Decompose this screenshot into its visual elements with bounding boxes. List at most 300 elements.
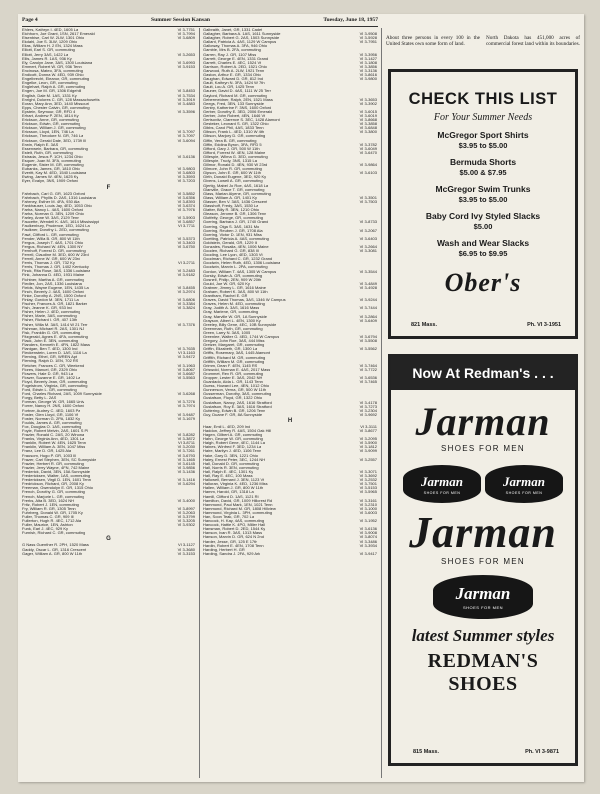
entry-phone: VI 3-5373 bbox=[177, 235, 195, 241]
filler-notes bbox=[386, 36, 580, 48]
entry-name: Ferrell, Anne W. GR, 600 W 23rd bbox=[22, 257, 81, 262]
entry-name: Giffin, Vera B. GR, commuting bbox=[203, 138, 257, 143]
entry-phone: VI 3-8616 bbox=[359, 72, 377, 78]
entry-phone: VI 3-6374 bbox=[177, 202, 195, 208]
badge-brand: Jarman bbox=[421, 473, 463, 489]
entry-name: Gesteker, Leonard S. GR, 1322 Ohio bbox=[203, 122, 269, 127]
entry-name: Fogelstrom, Virginia, GR, commuting bbox=[22, 383, 88, 388]
jarman-tagline: SHOES FOR MEN bbox=[440, 557, 526, 566]
entry-phone: VI 3-2864 bbox=[359, 313, 377, 319]
entry-phone: VI 3-1679 bbox=[177, 415, 195, 421]
entry-name: Hall, Donald D. GR, commuting bbox=[203, 461, 259, 466]
entry-name: Hamill, Clifford D. 1AS, 1121 RI bbox=[203, 494, 259, 499]
entry-name: Guardado, Aida L. GR, 1143 Tenn bbox=[203, 380, 263, 385]
entry-phone: VI 3-8455 bbox=[177, 284, 195, 290]
entry-phone: VI 3-3593 bbox=[177, 174, 195, 180]
entry-phone: VI 3-3919 bbox=[177, 96, 195, 102]
entry-name: Hammond, Paul Mark, 1EN, 1021 Tenn bbox=[203, 502, 273, 507]
entry-phone: VI 3-7376 bbox=[177, 321, 195, 327]
entry-name: Forrer, Nancy H. 2NS, 1600 Oxford bbox=[22, 404, 85, 409]
ad-slogan: latest Summer styles bbox=[411, 626, 555, 645]
ad-item bbox=[391, 211, 575, 231]
entry-phone: VI 3-7097 bbox=[177, 133, 195, 139]
entry-name: Eoran, Mary Ann, 3ED, 1440 Missouri bbox=[22, 101, 89, 106]
ad-item-name: Baby Cord Ivy Styled Slacks bbox=[425, 211, 541, 221]
entry-phone: VI 3-9472 bbox=[177, 354, 195, 360]
entry-phone: VI 3-9803 bbox=[177, 166, 195, 172]
entry-name: Gallant, Patricia A. 4AS, 1129 W Campus bbox=[203, 40, 277, 45]
entry-name: Fink, Johanna D. 4ED, 1931 Maine bbox=[22, 273, 85, 278]
entry-name: Fritz, Robert J. 1EN, commuting bbox=[22, 502, 79, 507]
entry-name: Fry, William R. GR, 1305 Tenn bbox=[22, 506, 76, 511]
entry-name: Garrett, Charles E. 4EC, 1524 Vt bbox=[203, 60, 262, 65]
redmans-logo: REDMAN'S SHOES bbox=[427, 650, 539, 695]
entry-name: Eisenbise, Carl W. 2LW, 1301 Ohio bbox=[22, 36, 85, 41]
entry-phone: VI 3-7635 bbox=[177, 346, 195, 352]
entry-phone: VI 3-1163 bbox=[177, 350, 195, 356]
entry-name: Farha, Norman G. 3EN, 1209 Ohio bbox=[22, 212, 84, 217]
section-letter: F bbox=[106, 184, 111, 191]
entry-phone: VI 3-5562 bbox=[359, 346, 377, 352]
entry-phone: VI 3-8393 bbox=[177, 198, 195, 204]
entry-name: Hancock, H. Kay, 4AS, commuting bbox=[203, 519, 265, 524]
entry-name: Galbraith, Janet, GR, 1331 Cadet bbox=[203, 28, 263, 32]
entry-name: Hamm, Harold, GR, 1318 La bbox=[203, 490, 254, 495]
entry-name: Garrett, George E. 4EN, 1331 Grand bbox=[203, 56, 269, 61]
entry-name: Hammond, Richard M. GR, 1808 Hillview bbox=[203, 506, 276, 511]
entry-phone: VI 3-7534 bbox=[177, 92, 195, 98]
entry-name: Endicott, Donna W. 4ED, 939 Ohio bbox=[22, 73, 84, 78]
entry-phone: VI 3-3501 bbox=[359, 194, 377, 200]
entry-phone: VI 3-6806 bbox=[177, 297, 195, 302]
entry-phone: VI 3-8453 bbox=[177, 88, 195, 94]
entry-phone: VI 3-3824 bbox=[177, 305, 195, 311]
entry-phone: VI 3-3403 bbox=[177, 239, 195, 245]
entry-phone: VI 3-7273 bbox=[359, 403, 377, 409]
entry-name: Hanson, Ivan R. 3AS, 1313 Mass bbox=[203, 531, 263, 536]
entry-phone: VI 3-6793 bbox=[177, 452, 195, 458]
entry-name: Fisher, Helen J. 4ED, commuting bbox=[22, 310, 81, 315]
jarman-badge bbox=[403, 465, 481, 503]
entry-name: Glass, Marian Alyene, GR, commuting bbox=[203, 191, 271, 196]
entry-name: Grimm, Dean F. 4EN, 1145 RS bbox=[203, 363, 258, 368]
ad-item-price: $3.95 to $5.00 bbox=[458, 195, 508, 204]
jarman-logo-large: Jarman bbox=[415, 399, 551, 444]
badge-tagline: SHOES FOR MEN bbox=[423, 490, 461, 495]
entry-name: Haddon, Jeffrey R. 4AS, 1504 Oak Hill bbox=[203, 429, 272, 433]
entry-name: Gallagher, Robert G. 2AS, 1503 Sunnyside bbox=[203, 36, 280, 41]
entry-name: Encinosa, Mateo, 3FA, commuting bbox=[22, 68, 83, 73]
entry-phone: VI 3-7951 bbox=[359, 39, 377, 45]
entry-name: Faucette, Wendell K. 4AS, 1614 Mississippi bbox=[22, 220, 100, 225]
entry-name: Gault, Lou A. GR, 1425 Tenn bbox=[203, 85, 255, 90]
entry-name: Ericsson, Lloyd, 1EN, 746 La bbox=[22, 130, 74, 135]
issue-date: Tuesday, June 18, 1957 bbox=[323, 17, 378, 23]
entry-phone: VI 3-9508 bbox=[359, 31, 377, 37]
entry-phone: VI 3-9153 bbox=[177, 63, 195, 69]
entry-name: Floyd, Beverly Jean, GR, commuting bbox=[22, 379, 88, 384]
directory-entry bbox=[22, 552, 195, 556]
entry-phone: VI 3-1963 bbox=[177, 362, 195, 368]
entry-name: Gustafson, Floyd, GR, 1322 Ohio bbox=[203, 396, 263, 401]
entry-name: French, Marjorie L. GR, commuting bbox=[22, 494, 85, 499]
entry-name: Glasser, Ben V. 3AS, 1436 Crescent bbox=[203, 199, 268, 204]
entry-name: Gallagher, Barbara A. 1AS, 1611 Sunnyside bbox=[203, 32, 281, 37]
entry-phone: VI 3-6019 bbox=[359, 112, 377, 118]
entry-phone: VI 3-3782 bbox=[359, 141, 377, 147]
entry-name: Franz, Lee D. GR, 1425 Ala bbox=[22, 449, 72, 454]
entry-phone: VI 3-7994 bbox=[177, 31, 195, 37]
ad-address: 821 Mass. bbox=[411, 322, 437, 328]
entry-name: Erhart, Andrew P. 2EN, 1814 Ky bbox=[22, 113, 79, 118]
entry-name: Greenlee, Walter G. 4ED, 1744 W Campus bbox=[203, 335, 280, 340]
entry-name: Foulds, James A. GR, commuting bbox=[22, 420, 82, 425]
entry-phone: VI 3-9417 bbox=[359, 550, 377, 556]
entry-name: Guy, Duane F. GR, 8A Sunnyside bbox=[203, 412, 263, 417]
entry-name: Gonzales, Rosalia, 4EN, 1006 Maine bbox=[203, 244, 269, 249]
entry-phone: VI 3-3653 bbox=[359, 96, 377, 102]
entry-name: Finck, Rita Rose, 3AS, 1336 Louisiana bbox=[22, 269, 91, 274]
entry-phone: VI 3-7097 bbox=[177, 129, 195, 135]
entry-phone: VI 3-7261 bbox=[177, 448, 195, 454]
entry-name: Fuhrberg, Donald W. GR, 1705 Ky bbox=[22, 510, 83, 515]
entry-name: Gillespie, Trudy, 3NS, 1315 La bbox=[203, 159, 257, 163]
entry-phone: VI 3-2557 bbox=[359, 456, 377, 462]
entry-name: Frederick, David, 3EN, 15A Sunnyside bbox=[22, 469, 91, 474]
entry-phone: VI 3-6403 bbox=[359, 235, 377, 241]
entry-phone: VI 3-3111 bbox=[360, 423, 377, 429]
entry-name: Elias, William H. 2 EN, 1324 Mass bbox=[22, 44, 83, 49]
entry-phone: VI 3-1808 bbox=[359, 59, 377, 65]
entry-phone: VI 3-7751 bbox=[177, 28, 195, 32]
entry-phone: VI 3-6136 bbox=[177, 153, 195, 159]
entry-phone: VI 3-8997 bbox=[177, 505, 195, 511]
entry-phone: VI 3-6294 bbox=[177, 481, 195, 487]
entry-phone: VI 3-2095 bbox=[359, 436, 377, 442]
entry-name: Erickson, Gerald Dale, 3ED, 1739 Ill bbox=[22, 138, 87, 143]
entry-phone: VI 3-6268 bbox=[177, 391, 195, 397]
entry-name: Grantham, Rachel E. GR bbox=[203, 294, 248, 299]
entry-name: Goering, Olga S. 3AS, 1631 Mo bbox=[203, 224, 260, 229]
entry-name: Fiedler, Jon, 2AS, 1336 Louisiana bbox=[22, 281, 82, 286]
entry-name: Elliott, Jerry 3AS, 1422 La bbox=[22, 52, 69, 57]
entry-name: Gauner, David D. 4AS, 1111 W 25 Terr bbox=[203, 89, 271, 94]
entry-phone: VI 3-5508 bbox=[359, 338, 377, 344]
entry-name: Gillespie, Wilma G. 3ED, commuting bbox=[203, 154, 268, 159]
column-divider bbox=[381, 28, 382, 778]
entry-phone: VI 3-6809 bbox=[177, 35, 195, 41]
ad-address: 815 Mass. bbox=[413, 749, 439, 755]
entry-name: Ferris, Thomas J. GR, 1402 Kentucky bbox=[22, 265, 89, 270]
entry-phone: VI 3-1000 bbox=[359, 505, 377, 511]
entry-name: Glanville, Grace T. GR, commuting bbox=[203, 187, 265, 192]
entry-phone: VI 3-6993 bbox=[177, 59, 195, 65]
entry-name: Hallowell, Bernard J. 3EN, 1123 Vt bbox=[203, 478, 265, 483]
ad-footer bbox=[411, 322, 561, 328]
entry-name: Gamble, Mrs B. 2FA, commuting bbox=[203, 48, 261, 53]
entry-phone: VI 3-2532 bbox=[359, 477, 377, 483]
entry-phone: VI 3-6049 bbox=[359, 145, 377, 151]
entry-name: Gerber, Dorothy E. 3ED, 2006 Emerald bbox=[203, 109, 273, 114]
entry-name: Fitzgerald, Agnes E. 4FA, commuting bbox=[22, 334, 88, 339]
entry-phone: VI 3-3136 bbox=[359, 67, 377, 73]
entry-name: Gooden, Richard G. GR, 838 Ill bbox=[203, 249, 259, 254]
entry-name: Everitt, Kay M. 4ED, 1540 Louisiana bbox=[22, 171, 87, 176]
entry-phone: VI 3-1127 bbox=[177, 542, 195, 548]
jarman-badges bbox=[391, 465, 575, 503]
ad-banner: Now At Redman's . . . bbox=[391, 357, 575, 390]
entry-name: Fahrney, Esther M. 4FA, 930 Ala bbox=[22, 199, 80, 204]
entry-name: Ford, Charles Richard, 2AS, 1009 Sunnyside bbox=[22, 392, 102, 397]
entry-name: Garren, Ray J. GR, 1107 Miss bbox=[203, 52, 257, 57]
entry-phone: VI 3-2711 bbox=[177, 260, 195, 266]
entry-name: Haigh, Robert Gene, 4EC, 1144 La bbox=[203, 441, 265, 446]
entry-name: Gibson, Marjory D. GR, commuting bbox=[203, 134, 266, 139]
entry-phone: VI 3-3799 bbox=[177, 513, 195, 519]
entry-name: Franks, Virginia Ann, 4ED, 1301 La bbox=[22, 437, 85, 442]
page-number: Page 4 bbox=[22, 17, 38, 23]
section-letter: G bbox=[106, 536, 111, 543]
entry-name: Fuller, Thomas C. GR, 909 Ill bbox=[22, 514, 74, 519]
entry-name: Guttering, Edwin B. GR, 1206 Tenn bbox=[203, 408, 266, 413]
entry-phone: VI 3-9302 bbox=[177, 522, 195, 528]
entry-phone: VI 3-9856 bbox=[177, 464, 195, 470]
entry-phone: VI 3-2063 bbox=[177, 509, 195, 515]
entry-name: Greenman, Ruth, GR, commuting bbox=[203, 326, 263, 331]
ad-item-price: $6.95 to $9.95 bbox=[458, 249, 508, 258]
entry-phone: VI 3-2310 bbox=[359, 501, 377, 507]
entry-name: Emmert, Robert W. GR, 936 Tenn bbox=[22, 64, 82, 69]
entry-name: Gretzer, Margaret, GR, commuting bbox=[203, 343, 265, 348]
entry-phone: VI 3-7276 bbox=[177, 399, 195, 405]
entry-name: Garrison, Robert A. 2ED, 1521 Ohio bbox=[203, 64, 267, 69]
entry-name: Goodwin, Helen Ruth, 4ED, 1306 Louisiana bbox=[203, 261, 281, 266]
entry-phone: VI 3-5928 bbox=[359, 35, 377, 41]
jarman-tagline: SHOES FOR MEN bbox=[440, 444, 526, 453]
entry-name: Han, Soon Teak, GR, 702 La bbox=[203, 514, 255, 519]
entry-phone: VI 3-9487 bbox=[177, 411, 195, 417]
entry-name: Fleming, Ralph D. 1EN, 702 RS bbox=[22, 359, 79, 364]
entry-phone: VI 3-6145 bbox=[177, 460, 195, 466]
ad-footer bbox=[413, 749, 559, 755]
entry-name: Fox, Douglas O. 1AS, commuting bbox=[22, 424, 82, 429]
entry-name: Forman, George W. GR, 1665 Univ bbox=[22, 400, 85, 405]
entry-name: Glasshoff, Fredy, 3AS, 1530 La bbox=[203, 204, 259, 209]
entry-name: Hanson, Marvin D. GR, 624 N 2nd bbox=[203, 535, 264, 540]
entry-name: Grayson, Albert L. 4EN, 1300 Ky bbox=[203, 318, 261, 323]
entry-phone: VI 3-6094 bbox=[177, 137, 195, 143]
ad-item-name: McGregor Sport Shirts bbox=[437, 130, 529, 140]
entry-phone: VI 3-4000 bbox=[177, 497, 195, 503]
entry-name: Epstein, Seymour, GR, RFD 4 bbox=[22, 109, 76, 114]
obers-logo: Ober's bbox=[444, 268, 522, 297]
entry-name: Flanigan, Ben T. 4ED, 1300 Ind bbox=[22, 347, 78, 352]
obers-advertisement bbox=[388, 69, 578, 339]
entry-name: Griffith, William M. GR, commuting bbox=[203, 359, 265, 364]
entry-name: Fankhauser, Louis Jay, 4ED, 1053 Ohio bbox=[22, 203, 93, 208]
ad-item-name: Wash and Wear Slacks bbox=[436, 238, 530, 248]
entry-name: Gropper, Lester E. 3AS, 2042 NH bbox=[203, 375, 263, 380]
entry-phone: VI 3-3205 bbox=[177, 518, 195, 524]
entry-phone: VI 3-3956 bbox=[359, 51, 377, 57]
entry-phone: VI 3-8668 bbox=[359, 117, 377, 123]
entry-phone: VI 3-7503 bbox=[359, 198, 377, 204]
entry-name: Farha, Nancy L. 4AS, 1600 Oxford bbox=[22, 207, 84, 212]
entry-name: Hancock, Hattie K. 4PO, Miller Hall bbox=[203, 523, 266, 528]
entry-name: Gibbs, Carol Phil, 4AS, 1833 Tenn bbox=[203, 126, 264, 131]
entry-name: Fergus, Joseph T. 4AS, 1701 Ohio bbox=[22, 240, 84, 245]
entry-name: Gregory, John Roe, 3AS, 444 Miss bbox=[203, 339, 265, 344]
entry-phone: VI 3-3544 bbox=[359, 268, 377, 274]
entry-name: Gifford, Forrest W. 4EN, 128 Maine bbox=[203, 150, 266, 155]
entry-name: Forgy, Betty L. 2AS bbox=[22, 396, 57, 401]
entry-name: Haar, Emil L. 4ED, 209 Ind bbox=[203, 424, 251, 429]
entry-name: Gjertig, Mabel Jo Roe, 4AS, 1618 La bbox=[203, 183, 269, 188]
entry-name: Fawl, Clifford L. GR, commuting bbox=[22, 232, 79, 237]
entry-name: Fahrbach, Phyllis D. 2AS, 1316 Louisiana bbox=[22, 195, 96, 200]
entry-name: Glotfelty, George, GR, commuting bbox=[203, 216, 263, 221]
entry-name: Finlay, Gordon M. 3EN, 1711 La bbox=[22, 298, 79, 302]
jarman-logo-medium: Jarman bbox=[409, 508, 557, 557]
entry-name: Fleming, Ethel, GR, WREN Apt bbox=[22, 355, 78, 360]
entry-name: Glatter, Billy R. 3EN, 1210 Ohio bbox=[203, 208, 260, 213]
entry-name: Fender, Willa B. GR, 800 W 11th bbox=[22, 236, 80, 241]
entry-name: Gaston, Arthur E. GR, 1334 Ohio bbox=[203, 73, 262, 78]
entry-name: Epps, Chester Calvin, GR, commuting bbox=[22, 105, 90, 110]
entry-name: Garwood, Ruth A. 2LW, 1921 Tenn bbox=[203, 68, 265, 73]
entry-phone: VI 3-6356 bbox=[177, 194, 195, 200]
entry-name: Haines, Winfred F. 3ED, 1234 La bbox=[203, 445, 262, 450]
entry-name: Graves, David Thomas, 3AS, 1346 W Campus bbox=[203, 298, 286, 303]
entry-phone: VI 3-3858 bbox=[359, 121, 377, 127]
entry-name: Halloran, Virginia K. 4ED, 1236 Miss bbox=[203, 482, 268, 487]
entry-name: Eubanks, James, GR, 1810 Ohio bbox=[22, 167, 81, 172]
entry-name: Fletcher, Frances C. GR, Weekend bbox=[22, 363, 85, 368]
entry-name: Gaddy, Oscar L. GR, 1316 Crescent bbox=[22, 547, 87, 552]
entry-phone: VI 3-8733 bbox=[359, 219, 377, 225]
entry-name: Enright, Dolores C. GR, 128 Massachusetts bbox=[22, 97, 100, 102]
entry-name: Gunnerson, Verna, GR, 500 W 11th bbox=[203, 388, 267, 393]
entry-name: Eugenie, Sister M. GR, commuting bbox=[22, 163, 84, 168]
entry-name: Gustafson, Nancy, 2AS, 1616 Stratford bbox=[203, 400, 272, 405]
entry-phone: VI 3-2067 bbox=[359, 227, 377, 233]
entry-name: Essenwein, Barbara, GR, commuting bbox=[22, 146, 88, 151]
entry-name: Gould, Joe W. GR, 620 Ky bbox=[203, 281, 250, 286]
entry-name: Gager, William A. GR, 800 W 11th bbox=[22, 551, 83, 556]
entry-name: Fisher, Marie, 3AS, commuting bbox=[22, 314, 77, 319]
entry-phone: VI 3-3902 bbox=[359, 100, 377, 106]
entry-name: Ellis, James R. 1AS, 936 Ky bbox=[22, 56, 72, 61]
entry-phone: VI 3-7465 bbox=[359, 379, 377, 385]
entry-name: Fredericksen, Walter, 1AS, commuting bbox=[22, 474, 91, 479]
entry-name: Gaylord, Richard M. GR, commuting bbox=[203, 93, 268, 98]
entry-name: Eyer, Evalyn, 3NS, 1909 Oxford bbox=[22, 179, 79, 184]
badge-tagline: SHOES FOR MEN bbox=[462, 605, 504, 610]
entry-name: Grabner, Jimmy L. GR, 1616 Maine bbox=[203, 285, 266, 290]
entry-name: Frazier, Jerry Wayne, 4FN, 742 Maine bbox=[22, 465, 90, 470]
entry-name: Gustafson, Roy E. 3AS, 1616 Stratford bbox=[203, 404, 272, 409]
entry-name: Gault, Kathryn N. 3FA, 1424 W 7th bbox=[203, 81, 265, 86]
entry-name: Fleckenstein, Loren D. 1AS, 1116 La bbox=[22, 351, 87, 356]
ad-item-price: $3.95 to $5.00 bbox=[458, 141, 508, 150]
badge-brand: Jarman bbox=[503, 473, 545, 489]
entry-name: Hall, Ralph E. 4EC, 1301 Ky bbox=[203, 469, 254, 474]
ad-phone: Ph. VI 3-1951 bbox=[527, 322, 561, 328]
entry-name: Grommet, Rex R. GR, commuting bbox=[203, 371, 264, 376]
entry-name: Girth, Donald Eugene, 3ED, 920 Ky bbox=[203, 175, 267, 180]
directory-entry bbox=[203, 552, 377, 556]
entry-name: Ewing, James W. 4EN, 1625 Ky bbox=[22, 175, 79, 180]
entry-phone: VI 3-6857 bbox=[177, 219, 195, 225]
entry-name: Ferrell, Claudine M. 3ED, 600 W 23rd bbox=[22, 252, 89, 257]
section-letter: H bbox=[287, 417, 293, 424]
entry-name: Goodman, Richard C. GR, 1232 Grand bbox=[203, 257, 273, 262]
entry-phone: VI 3-3081 bbox=[359, 248, 377, 254]
entry-phone: VI 3-6687 bbox=[177, 370, 195, 376]
entry-name: Fisk, Franklin G. GR, commuting bbox=[22, 330, 81, 335]
badge-tagline: SHOES FOR MEN bbox=[505, 490, 543, 495]
entry-name: Hammond, Virginia L. 3PH, commuting bbox=[203, 510, 273, 515]
entry-name: Fields, Wayne Eugene, 1EN, 1435 La bbox=[22, 285, 89, 290]
entry-phone: VI 3-1952 bbox=[359, 518, 377, 524]
entry-name: Gifford, Gary J. GR, 500 W 11th bbox=[203, 146, 260, 151]
entry-phone: VI 3-6848 bbox=[359, 125, 377, 131]
entry-name: Hake, Gary D. 3EN, 1221 Ohio bbox=[203, 453, 258, 458]
entry-name: Hardin, Robert E. 4EN, 1708 Tenn bbox=[203, 543, 264, 548]
entry-name: French, Dorothy G. GR, commuting bbox=[22, 490, 85, 495]
entry-name: Gusserman, Dorothy, 3AS, commuting bbox=[203, 392, 272, 397]
newspaper-name: Summer Session Kansan bbox=[151, 17, 210, 23]
ad-item bbox=[391, 184, 575, 204]
entry-phone: VI 3-2483 bbox=[177, 268, 195, 274]
entry-name: Graves, Helen M. 4ED, commuting bbox=[203, 302, 265, 307]
entry-phone: VI 3-1812 bbox=[359, 444, 377, 450]
entry-name: Gordon, William T. 4AS, 1305 W Campus bbox=[203, 269, 277, 274]
entry-name: Guess, Howard Lee, 4EN, 1012 Ohio bbox=[203, 384, 270, 389]
entry-name: Fullerton, Hugh R. 4EC, 1712 Ala bbox=[22, 519, 82, 524]
entry-name: Giffin, Eddina Byron, 3FA, RFD 5 bbox=[203, 142, 262, 147]
entry-name: Flowers, Hale D. GR, 943 La bbox=[22, 371, 74, 376]
ad-item-name: McGregor Swim Trunks bbox=[435, 184, 531, 194]
entry-phone: VI 3-6136 bbox=[359, 526, 377, 532]
ad-item bbox=[391, 238, 575, 258]
entry-phone: VI 3-3486 bbox=[359, 538, 377, 544]
entry-name: Engelke, Leon, GR, commuting bbox=[22, 81, 78, 86]
newspaper-page bbox=[18, 14, 584, 782]
entry-phone: VI 3-3934 bbox=[359, 542, 377, 548]
entry-name: Geegs, Fred, 3EN, 133 Sunnyside bbox=[203, 101, 264, 106]
entry-name: Frazier, Ronald C. 2AS, 20 Winona bbox=[22, 433, 85, 438]
entry-name: Ekdahl, Joe S. 3LW, 1209 Ohio bbox=[22, 40, 78, 45]
entry-name: Flack, John E. 3EN, commuting bbox=[22, 338, 79, 343]
entry-name: Gentry, Katherine F. 3NS, 1600 Oxford bbox=[203, 105, 272, 110]
entry-name: Green, Larry N. 3AS, 1005 bbox=[203, 330, 251, 335]
entry-name: Frazer, Carl Stephen, 3EN, SC Sunnyside bbox=[22, 457, 97, 462]
entry-phone: VI 3-8677 bbox=[359, 428, 377, 433]
ad-title: CHECK THIS LIST bbox=[408, 90, 558, 108]
entry-phone: VI 3-2664 bbox=[359, 243, 377, 249]
entry-name: Finch, Beverly J. 4AS, 1600 Oxford bbox=[22, 289, 85, 294]
entry-name: Haley, Ernest Peter, 3EC, 1244 NH bbox=[203, 457, 266, 462]
ad-subtitle: For Your Summer Needs bbox=[433, 112, 533, 123]
entry-phone: VI 3-6409 bbox=[359, 317, 377, 323]
entry-name: Harder, Jesse, GR, 125 E 17th bbox=[203, 539, 258, 544]
redmans-advertisement bbox=[388, 354, 578, 766]
entry-name: Gray, Judith A. 3AS, 1616 Mass bbox=[203, 306, 260, 311]
entry-phone: VI 3-6794 bbox=[359, 334, 377, 340]
entry-name: Fernhoff, Forrest D. GR, commuting bbox=[22, 248, 86, 253]
entry-phone: VI 3-3872 bbox=[177, 436, 195, 442]
